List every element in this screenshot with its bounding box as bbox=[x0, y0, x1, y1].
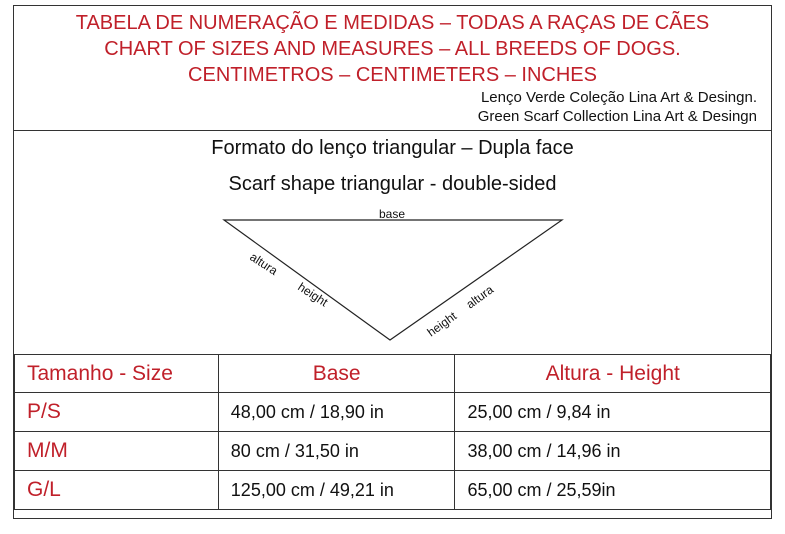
title-portuguese: TABELA DE NUMERAÇÃO E MEDIDAS – TODAS A RAÇAS DE CÃES bbox=[75, 12, 710, 34]
header-size: Tamanho - Size bbox=[15, 355, 219, 393]
base-cell: 48,00 cm / 18,90 in bbox=[218, 393, 455, 432]
shape-title-pt: Formato do lenço triangular – Dupla face bbox=[211, 137, 574, 159]
header-height: Altura - Height bbox=[455, 355, 771, 393]
title-english: CHART OF SIZES AND MEASURES – ALL BREEDS OF DOGS. bbox=[104, 38, 681, 60]
size-table bbox=[14, 354, 771, 510]
base-cell: 125,00 cm / 49,21 in bbox=[218, 471, 455, 510]
base-cell: 80 cm / 31,50 in bbox=[218, 432, 455, 471]
shape-title-en: Scarf shape triangular - double-sided bbox=[228, 173, 557, 195]
header-base: Base bbox=[218, 355, 455, 393]
title-units: CENTIMETROS – CENTIMETERS – INCHES bbox=[188, 64, 597, 86]
height-cell: 65,00 cm / 25,59in bbox=[455, 471, 771, 510]
left-height-label: height bbox=[295, 279, 331, 310]
size-cell: P/S bbox=[15, 393, 219, 432]
height-cell: 38,00 cm / 14,96 in bbox=[455, 432, 771, 471]
brand-collection-pt: Coleção Lina Art & Desingn. bbox=[565, 89, 757, 106]
left-altura-label: altura bbox=[247, 249, 281, 278]
scarf-triangle bbox=[224, 220, 562, 340]
height-cell: 25,00 cm / 9,84 in bbox=[455, 393, 771, 432]
triangle-diagram bbox=[14, 131, 771, 353]
chart-header bbox=[14, 6, 771, 131]
base-label: base bbox=[379, 207, 406, 221]
table-row bbox=[15, 393, 771, 432]
brand-line-pt bbox=[481, 89, 757, 107]
table-header-row bbox=[15, 355, 771, 393]
size-cell: M/M bbox=[15, 432, 219, 471]
brand-line-en: Green Scarf Collection Lina Art & Desingn bbox=[477, 108, 757, 125]
right-altura-label: altura bbox=[463, 282, 497, 312]
size-cell: G/L bbox=[15, 471, 219, 510]
brand-name-pt: Lenço Verde bbox=[480, 89, 566, 106]
size-chart-frame bbox=[13, 5, 772, 519]
table-row bbox=[15, 471, 771, 510]
table-row bbox=[15, 432, 771, 471]
right-height-label: height bbox=[424, 308, 460, 340]
shape-section bbox=[14, 131, 771, 353]
